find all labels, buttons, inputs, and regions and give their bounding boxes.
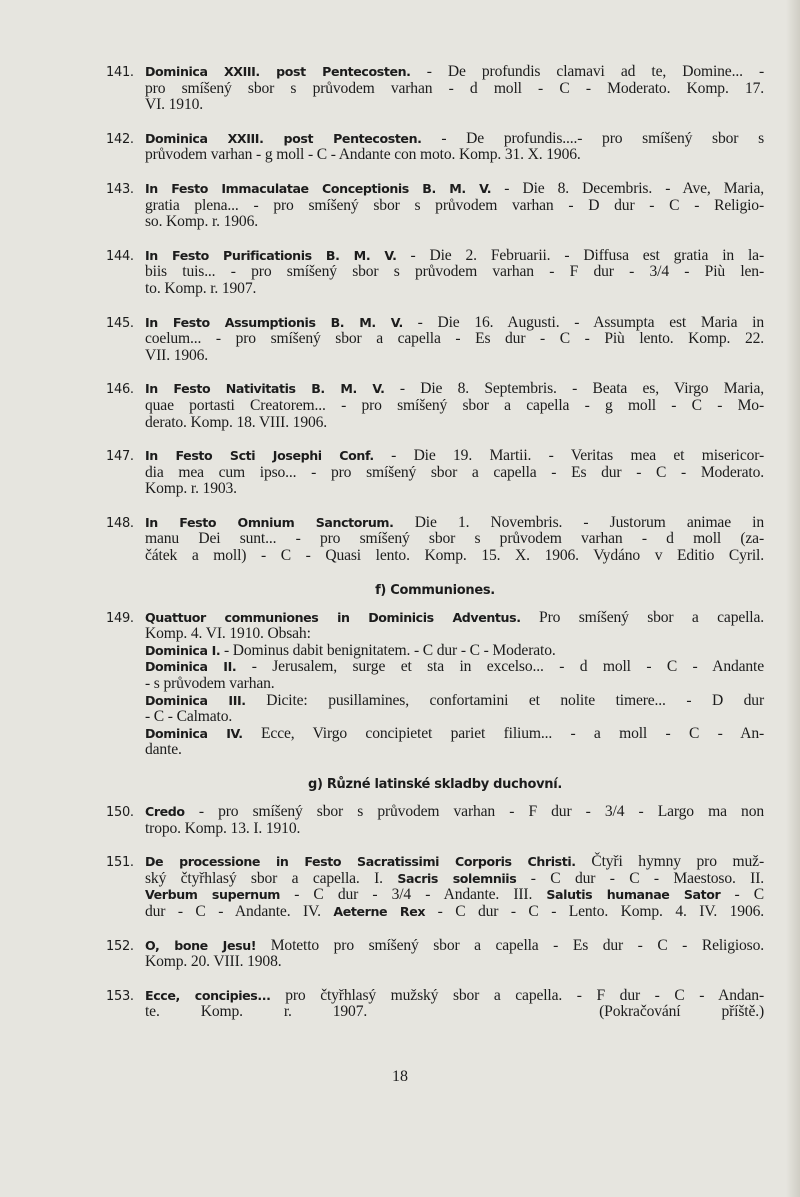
text-line [145,742,764,759]
entry-text: - C dur - C - Lento. Komp. 4. IV. 1906. [425,902,765,920]
entry-title: In Festo Immaculatae Conceptionis B. M. V. [145,180,492,196]
entry-number: 141. [106,65,134,80]
text-line [145,315,764,332]
entry-number: 146. [106,382,134,398]
catalog-entry [106,315,764,365]
entry-text: biis tuis... - pro smíšený sbor s průvodem varhan - F dur - 3/4 - Più len- [145,263,764,281]
text-line [145,181,764,198]
entry-text: - Die 16. Augusti. - Assumpta est Maria in [402,313,764,331]
text-line [145,281,764,298]
section-heading: g) Různé latinské skladby duchovní. [307,777,563,792]
entry-title: Salutis humanae Sator [546,887,721,903]
entry-text: dante. [145,741,182,759]
entry-number: 144. [106,248,134,264]
text-line [145,147,764,164]
text-line [145,887,764,904]
text-line [145,821,764,838]
entry-title: Ecce, concipies... [145,987,271,1003]
entry-title: In Festo Scti Josephi Conf. [145,448,374,464]
entry-text: - De profundis clamavi ad te, Domine... - [410,63,764,80]
entry-title: Dominica III. [145,692,246,708]
entry-text: Komp. r. 1903. [145,480,237,498]
entry-number: 148. [106,515,134,531]
catalog-entry [106,64,764,114]
entry-text: - Die 8. Decembris. - Ave, Maria, [491,179,764,197]
entry-title: O, bone Jesu! [145,937,257,953]
entry-number: 145. [106,315,134,331]
text-line [145,531,764,548]
entry-title: In Festo Purificationis B. M. V. [145,247,397,263]
entry-number: 147. [106,449,134,465]
entry-text: - De profundis....- pro smíšený sbor s [421,129,764,147]
entry-title: Verbum supernum [145,887,281,903]
text-line [145,198,764,215]
text-line [145,548,764,565]
entry-text: - Jerusalem, surge et sta in excelso... - d moll - C - Andante [236,658,764,676]
entry-text: te. Komp. r. 1907. [145,1003,368,1021]
text-line [145,626,764,643]
text-line [145,726,764,743]
text-line [145,348,764,365]
text-line [145,515,764,532]
entry-text: - C [720,886,764,904]
entry-text: Dicite: pusillamines, confortamini et nolite timere... - D dur [245,691,764,709]
entry-title: De processione in Festo Sacratissimi Corporis Christi. [145,854,576,870]
text-line [145,398,764,415]
entry-text: čátek a moll) - C - Quasi lento. Komp. 15. X. 1906. Vydáno v Editio Cyril. [145,547,764,565]
page-number: 18 [392,1068,408,1085]
entry-title: In Festo Nativitatis B. M. V. [145,381,385,397]
text-line [145,954,764,971]
entry-text: to. Komp. r. 1907. [145,279,257,297]
catalog-entry [106,181,764,231]
entry-text: pro čtyřhlasý mužský sbor a capella. - F dur - C - Andan- [270,986,764,1004]
entry-text: VII. 1906. [145,346,209,364]
entry-text: ský čtyřhlasý sbor a capella. I. [145,869,398,887]
entry-text: - Die 8. Septembris. - Beata es, Virgo Maria, [384,380,764,398]
catalog-entry [106,381,764,431]
entry-text: - C dur - 3/4 - Andante. III. [280,886,547,904]
entry-number: 150. [106,805,134,820]
catalog-entry [106,854,764,920]
text-line [145,97,764,114]
text-line [145,214,764,231]
entry-text: průvodem varhan - g moll - C - Andante con moto. Komp. 31. X. 1906. [145,146,581,164]
entry-text: Pro smíšený sbor a capella. [520,608,764,626]
entry-number: 143. [106,181,134,197]
entry-text: manu Dei sunt... - pro smíšený sbor s průvodem varhan - d moll (za- [145,530,764,548]
text-line [145,131,764,148]
entry-text: pro smíšený sbor s průvodem varhan - d moll - C - Moderato. Komp. 17. [145,79,764,97]
entry-title: In Festo Assumptionis B. M. V. [145,314,403,330]
entry-text: Ecce, Virgo concipietet pariet filium... - a moll - C - An- [242,724,765,742]
catalog-entry [106,938,764,971]
entry-text: tropo. Komp. 13. I. 1910. [145,819,301,837]
entry-text: dur - C - Andante. IV. [145,902,334,920]
text-line [145,415,764,432]
entry-title: In Festo Omnium Sanctorum. [145,514,394,530]
text-line [145,938,764,955]
text-line [145,381,764,398]
entry-text: - C dur - C - Maestoso. II. [516,869,764,887]
entry-text: derato. Komp. 18. VIII. 1906. [145,413,328,431]
catalog-entry [106,131,764,164]
entry-text: coelum... - pro smíšený sbor a capella - Es dur - C - Più lento. Komp. 22. [145,330,764,348]
text-line [145,264,764,281]
entry-title: Dominica I. [145,642,221,658]
catalog-entry [106,448,764,498]
text-line [145,481,764,498]
entry-number: 142. [106,131,134,147]
entry-title: Quattuor communiones in Dominicis Adventus. [145,609,521,625]
page-edge-shadow [786,0,800,1197]
entry-text: VI. 1910. [145,96,203,114]
entry-text: (Pokračování příště.) [599,1003,765,1021]
entry-title: Credo [145,804,185,819]
entry-text: - s průvodem varhan. [145,675,275,693]
entry-number: 153. [106,988,134,1004]
text-line [145,676,764,693]
catalog-entry [106,248,764,298]
text-line [145,610,764,627]
entry-text: Komp. 4. VI. 1910. Obsah: [145,625,311,643]
entry-title: Dominica II. [145,659,237,675]
text-line [145,448,764,465]
entry-number: 149. [106,610,134,626]
entry-number: 151. [106,855,134,871]
text-line [145,331,764,348]
text-line [145,465,764,482]
section-heading: f) Communiones. [375,582,495,598]
text-line [145,871,764,888]
text-line [145,988,764,1005]
entry-text: dia mea cum ipso... - pro smíšený sbor a capella - Es dur - C - Moderato. [145,463,764,481]
text-line [145,248,764,265]
document-body [106,64,764,1021]
text-line [145,659,764,676]
text-line [145,81,764,98]
entry-text: Komp. 20. VIII. 1908. [145,953,282,971]
catalog-entry [106,610,764,759]
entry-number: 152. [106,938,134,954]
catalog-entry [106,988,764,1021]
entry-text: so. Komp. r. 1906. [145,213,258,231]
entry-text: - Dominus dabit benignitatem. - C dur - C - Moderato. [220,641,556,659]
text-line [145,904,764,921]
entry-text: Motetto pro smíšený sbor a capella - Es dur - C - Religioso. [256,936,764,954]
entry-title: Dominica IV. [145,725,243,741]
entry-text: Die 1. Novembris. - Justorum animae in [393,513,764,531]
entry-text: - pro smíšený sbor s průvodem varhan - F dur - 3/4 - Largo ma non [184,803,764,820]
text-line [145,854,764,871]
text-line [145,804,764,821]
entry-title: Dominica XXIII. post Pentecosten. [145,130,422,146]
entry-text: - Die 19. Martii. - Veritas mea et misericor- [373,447,765,465]
catalog-entry [106,804,764,837]
text-line [145,709,764,726]
entry-text: Čtyři hymny pro muž- [575,853,764,871]
entry-title: Aeterne Rex [333,903,426,919]
text-line [145,693,764,710]
text-line [145,643,764,660]
text-line [145,1004,764,1021]
catalog-entry [106,515,764,565]
entry-title: Sacris solemniis [397,870,517,886]
text-line [145,64,764,81]
entry-text: gratia plena... - pro smíšený sbor s průvodem varhan - D dur - C - Religio- [145,196,764,214]
entry-text: quae portasti Creatorem... - pro smíšený sbor a capella - g moll - C - Mo- [145,396,764,414]
entry-text: - Die 2. Februarii. - Diffusa est gratia in la- [396,246,764,264]
entry-title: Dominica XXIII. post Pentecosten. [145,64,411,79]
entry-text: - C - Calmato. [145,708,233,726]
